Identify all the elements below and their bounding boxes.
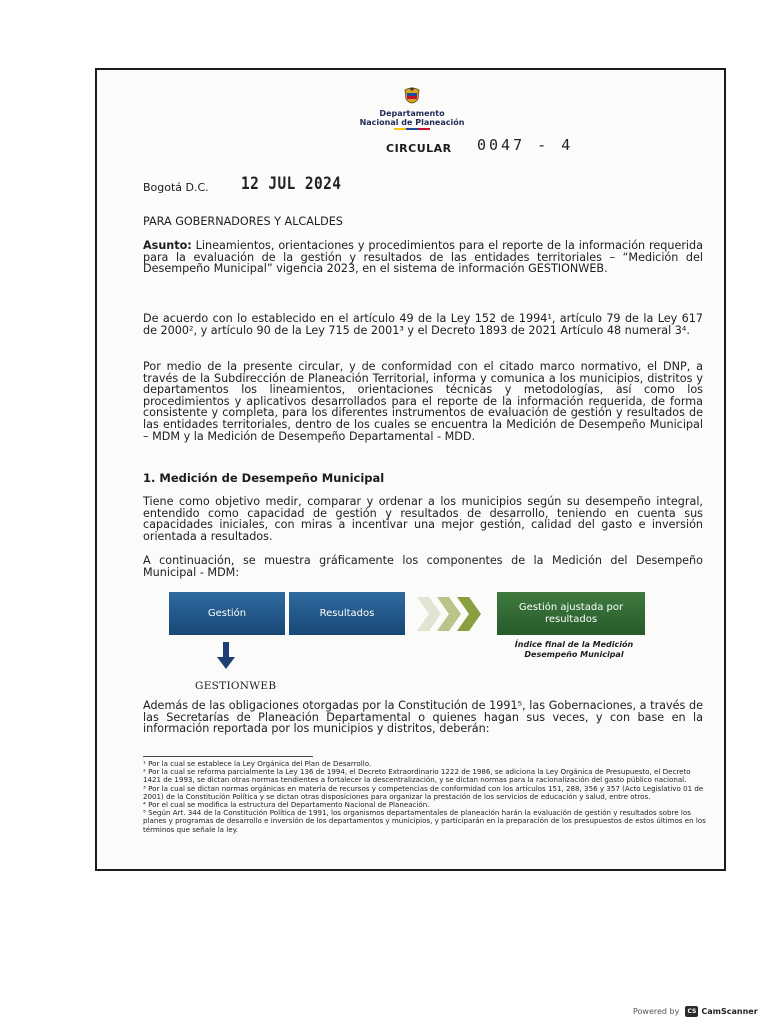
- footnote-2: ² Por la cual se reforma parcialmente la Ley 136 de 1994, el Decreto Extraordinario 1222 de 1986, se adiciona la Ley Orgánica de Presupuesto, el Decreto 1421 de 1993, se dictan otras normas tendientes a fortalecer la descentralización, y se dictan normas para la racionalización del gasto público nacional.: [143, 767, 691, 785]
- paragraph-purpose: Por medio de la presente circular, y de conformidad con el citado marco normativo, el DNP, a través de la Subdirección de Planeación Territorial, informa y comunica a los municipios, distritos y departamentos los lineamientos, orientaciones técnicas y metodologías, así como los procedimientos y aplicativos desarrollados para el reporte de la información requerida, de forma consistente y completa, para los diferentes instrumentos de evaluación de gestión y resultados de las entidades territoriales, dentro de los cuales se encuentra la Medición de Desempeño Municipal – MDM y la Medición de Desempeño Departamental - MDD.: [143, 360, 703, 443]
- flag-stripe: [394, 128, 430, 130]
- camscanner-watermark: [633, 1006, 758, 1017]
- footnotes: [143, 760, 708, 834]
- department-name-line2: Nacional de Planeación: [359, 118, 465, 127]
- diagram-caption-indice-final: Índice final de la Medición Desempeño Municipal: [514, 640, 634, 659]
- camscanner-logo-icon: CS: [685, 1006, 698, 1017]
- camscanner-brand: CamScanner: [701, 1007, 758, 1016]
- paragraph-diagram-intro: A continuación, se muestra gráficamente los componentes de la Medición del Desempeño Municipal - MDM:: [143, 554, 703, 579]
- section-heading: 1. Medición de Desempeño Municipal: [143, 471, 385, 485]
- paragraph-objective: Tiene como objetivo medir, comparar y ordenar a los municipios según su desempeño integral, entendido como capacidad de gestión y resultados de desarrollo, teniendo en cuenta sus capacidades iniciales, con miras a incentivar una mejor gestión, calidad del gasto e inversión orientada a resultados.: [143, 495, 703, 543]
- department-name-line1: Departamento: [379, 109, 445, 118]
- footnote-3: ³ Por la cual se dictan normas orgánicas en materia de recursos y competencias de conformidad con los artículos 151, 288, 356 y 357 (Acto Legislativo 01 de 2001) de la Constitución Política y se dictan otras disposiciones para organizar la prestación de los servicios de educación y salud, entre otros.: [143, 783, 704, 801]
- paragraph-obligations: Además de las obligaciones otorgadas por la Constitución de 1991⁵, las Gobernaciones, a través de las Secretarías de Planeación Departamental o quienes hagan sus veces, y con base en la información reportada por los municipios y distritos, deberán:: [143, 699, 703, 736]
- diagram-box-resultados: Resultados: [289, 592, 405, 635]
- gestionweb-label: GESTIONWEB: [195, 680, 277, 692]
- addressee: PARA GOBERNADORES Y ALCALDES: [143, 215, 343, 228]
- footnote-4: ⁴ Por el cual se modifica la estructura del Departamento Nacional de Planeación.: [143, 800, 430, 810]
- subject-label: Asunto:: [143, 239, 192, 252]
- footnote-5: ⁵ Según Art. 344 de la Constitución Política de 1991, los organismos departamentales de planeación harán la evaluación de gestión y resultados sobre los planes y programas de desarrollo e inversión de los departamentos y municipios, y participarán en la preparación de los presupuestos de estos últimos en los términos que señale la ley.: [143, 808, 706, 834]
- footnote-divider: [143, 756, 313, 757]
- circular-number-stamp: 0047 - 4: [477, 136, 574, 154]
- diagram-box-gestion-ajustada: Gestión ajustada por resultados: [497, 592, 645, 635]
- footnote-1: ¹ Por la cual se establece la Ley Orgánica del Plan de Desarrollo.: [143, 759, 372, 768]
- chevron-arrows-icon: [417, 595, 487, 633]
- diagram-box-gestion: Gestión: [169, 592, 285, 635]
- circular-label: CIRCULAR: [386, 142, 452, 155]
- document-page: [95, 68, 726, 871]
- dateline-city: Bogotá D.C.: [143, 181, 209, 194]
- dateline-date-stamp: 12 JUL 2024: [241, 174, 342, 194]
- paragraph-legal-basis: De acuerdo con lo establecido en el artículo 49 de la Ley 152 de 1994¹, artículo 79 de la Ley 617 de 2000², y artículo 90 de la Ley 715 de 2001³ y el Decreto 1893 de 2021 Artículo 48 numeral 3⁴.: [143, 312, 703, 337]
- powered-by-text: Powered by: [633, 1007, 680, 1016]
- subject-text: Lineamientos, orientaciones y procedimientos para el reporte de la información requerida para la evaluación de la gestión y resultados de las entidades territoriales – “Medición del Desempeño Municipal” vigencia 2023, en el sistema de información GESTIONWEB.: [143, 239, 703, 276]
- arrow-down-icon: [217, 642, 235, 670]
- subject-paragraph: [143, 240, 703, 275]
- letterhead: [352, 86, 472, 130]
- coat-of-arms-icon: [401, 86, 423, 108]
